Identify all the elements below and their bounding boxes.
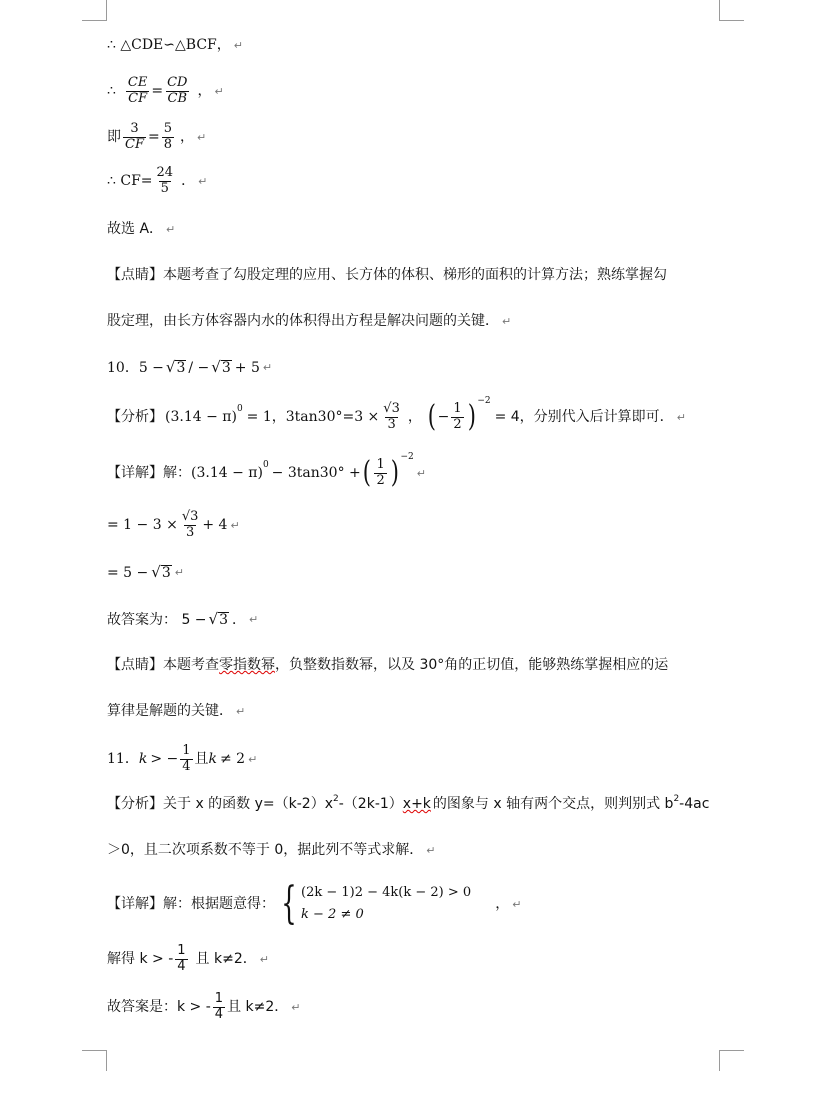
numerator: 24 <box>156 165 174 180</box>
line-cf-value <box>107 166 207 197</box>
radicand: 3 <box>176 360 186 376</box>
paragraph-mark-icon: ↵ <box>426 843 436 857</box>
text: 【点睛】本题考查了勾股定理的应用、长方体的体积、梯形的面积的计算方法；熟练掌握勾 <box>107 267 667 283</box>
fraction <box>126 76 149 107</box>
left-paren: ( <box>427 399 436 435</box>
text: -4ac <box>679 796 710 812</box>
numerator: 1 <box>182 743 191 758</box>
paragraph-mark-icon: ↵ <box>233 38 243 52</box>
radicand: 3 <box>221 360 231 376</box>
text: ＞0，且二次项系数不等于 0，据此列不等式求解． <box>107 842 424 858</box>
paragraph-mark-icon: ↵ <box>676 410 686 424</box>
numerator: 1 <box>214 991 224 1006</box>
text: 股定理，由长方体容器内水的体积得出方程是解决问题的关键． <box>107 313 499 329</box>
line-step-2 <box>107 565 184 580</box>
label: 【分析】 <box>107 409 163 426</box>
corner-mark-bottom-left <box>82 1050 107 1071</box>
denominator: CF <box>128 90 148 106</box>
text: (3.14 − π) <box>191 465 263 482</box>
text: 10．5 − <box>107 359 164 376</box>
right-paren: ) <box>390 455 399 491</box>
text: ∴ CF= <box>107 173 153 190</box>
denominator: 8 <box>163 136 172 152</box>
text: 【分析】关于 x 的函数 y=（k-2）x <box>107 796 334 812</box>
exponent: 0 <box>236 403 243 414</box>
line-answer-a <box>107 222 175 236</box>
comma: ， <box>407 409 422 426</box>
fraction <box>165 76 189 107</box>
sqrt-icon: √ <box>208 610 219 628</box>
paragraph-mark-icon: ↵ <box>512 897 522 911</box>
fraction <box>213 992 225 1023</box>
equation-system <box>301 882 471 926</box>
variable: k <box>138 751 148 768</box>
line-step-1 <box>107 510 240 541</box>
line-q10-answer <box>107 360 272 375</box>
denominator: 5 <box>160 180 169 196</box>
line-final-answer-q11 <box>107 992 301 1023</box>
minus: − <box>437 409 450 426</box>
fraction <box>381 402 402 433</box>
line-final-answer-q10 <box>107 612 258 627</box>
sqrt-icon: √ <box>211 358 221 376</box>
equals: = <box>147 129 160 146</box>
fraction <box>123 122 146 153</box>
text: = 1，3tan30°=3 × <box>246 409 380 426</box>
text: 故答案是：k > - <box>107 999 211 1016</box>
corner-mark-top-right <box>719 0 744 21</box>
numerator: √3 <box>181 509 199 524</box>
text: 故选 A． <box>107 221 164 237</box>
corner-mark-top-left <box>82 0 107 21</box>
text: + 5 <box>234 359 260 376</box>
text: 且 <box>194 751 209 768</box>
line-analysis-q11-2 <box>107 843 435 857</box>
right-paren: ) <box>467 399 476 435</box>
denominator: 4 <box>182 758 191 774</box>
fraction <box>374 458 386 489</box>
line-solution-q10 <box>107 451 426 491</box>
fraction <box>180 510 201 541</box>
sqrt-icon: √ <box>151 563 161 581</box>
exponent: 2 <box>333 793 339 804</box>
text: ，负整数指数幂，以及 30°角的正切值，能够熟练掌握相应的运 <box>275 657 669 673</box>
text: 解得 k > - <box>107 951 174 968</box>
text: 算律是解题的关键． <box>107 703 233 719</box>
text: 11． <box>107 751 139 768</box>
text: + 4 <box>202 517 228 534</box>
text: / − <box>188 359 210 376</box>
text: ≠ 2 <box>220 751 246 768</box>
sqrt-icon: √ <box>165 358 176 376</box>
paragraph-mark-icon: ↵ <box>416 466 426 480</box>
equals: = <box>151 83 164 100</box>
line-solved <box>107 944 269 975</box>
denominator: 4 <box>214 1006 224 1022</box>
line-solution-q11 <box>107 878 522 930</box>
paragraph-mark-icon: ↵ <box>230 518 240 532</box>
paragraph-mark-icon: ↵ <box>259 952 269 966</box>
fraction <box>451 402 463 433</box>
paragraph-mark-icon: ↵ <box>174 566 184 579</box>
therefore-symbol: ∴ <box>107 83 116 100</box>
numerator: √3 <box>383 401 400 416</box>
label: 【详解】解： <box>107 465 191 482</box>
denominator: 2 <box>453 416 462 432</box>
comma: ， <box>495 896 510 913</box>
text: 【点睛】本题考查 <box>107 657 219 673</box>
period: ． <box>181 173 196 190</box>
equation: (2k − 1)2 − 4k(k − 2) > 0 <box>301 885 472 900</box>
exponent: −2 <box>477 395 491 406</box>
exponent: 0 <box>262 459 269 470</box>
paragraph-mark-icon: ↵ <box>236 704 246 718</box>
text: ∴ △CDE∽△BCF， <box>107 37 231 53</box>
denominator: 2 <box>376 472 385 488</box>
paragraph-mark-icon: ↵ <box>502 314 512 328</box>
text: = 5 − <box>107 564 149 581</box>
paragraph-mark-icon: ↵ <box>248 752 258 766</box>
denominator: 3 <box>185 524 195 540</box>
paragraph-mark-icon: ↵ <box>249 613 259 626</box>
corner-mark-bottom-right <box>719 1050 744 1071</box>
left-paren: ( <box>362 455 371 491</box>
variable: k <box>208 751 217 768</box>
equation: k − 2 ≠ 0 <box>301 907 364 923</box>
paragraph-mark-icon: ↵ <box>198 174 208 188</box>
text: − 3tan30° + <box>271 465 361 482</box>
line-comment-q10-1 <box>107 658 668 672</box>
paragraph-mark-icon: ↵ <box>214 84 224 98</box>
denominator: 4 <box>177 958 186 974</box>
period: ． <box>232 611 247 628</box>
text: 即 <box>107 129 121 146</box>
line-comment-q10-2 <box>107 704 245 718</box>
numerator: 1 <box>453 401 462 416</box>
fraction <box>175 944 187 975</box>
paragraph-mark-icon: ↵ <box>166 222 176 236</box>
denominator: 3 <box>387 416 396 432</box>
text: (3.14 − π) <box>165 409 237 426</box>
numerator: 1 <box>376 457 385 472</box>
comma: ， <box>197 83 212 100</box>
spellcheck-underlined-text: 零指数幂 <box>219 657 275 673</box>
comma: ， <box>179 129 194 146</box>
line-similar-triangles <box>107 38 243 52</box>
text: 故答案为： 5 − <box>107 611 207 628</box>
line-ratio-values <box>107 122 206 153</box>
denominator: CB <box>167 90 188 106</box>
line-ratio-ce-cf <box>107 76 224 107</box>
denominator: CF <box>125 136 144 152</box>
paragraph-mark-icon: ↵ <box>196 130 207 144</box>
fraction <box>155 166 176 197</box>
paragraph-mark-icon: ↵ <box>291 1000 301 1014</box>
text: 的图象与 x 轴有两个交点，则判别式 b <box>432 796 674 812</box>
label: 【详解】解：根据题意得： <box>107 896 275 913</box>
line-comment-1 <box>107 268 667 282</box>
spellcheck-underlined-text: x+k <box>402 796 431 812</box>
text: > − <box>150 751 179 768</box>
radicand: 3 <box>219 612 229 628</box>
paragraph-mark-icon: ↵ <box>262 361 273 374</box>
fraction <box>162 122 174 153</box>
fraction <box>180 744 192 775</box>
left-brace: { <box>281 878 297 930</box>
text: -（2k-1） <box>338 796 403 812</box>
text: = 4，分别代入后计算即可． <box>494 409 674 426</box>
radicand: 3 <box>161 565 171 581</box>
numerator: 1 <box>177 943 186 958</box>
numerator: CE <box>127 75 148 90</box>
numerator: CD <box>167 75 188 90</box>
exponent: 2 <box>673 793 680 804</box>
numerator: 5 <box>163 121 172 136</box>
text: 且 k≠2． <box>227 999 289 1016</box>
line-analysis-q10 <box>107 395 686 435</box>
text: = 1 − 3 × <box>107 517 178 534</box>
line-comment-2 <box>107 314 511 328</box>
numerator: 3 <box>130 121 139 136</box>
line-analysis-q11-1 <box>107 793 710 812</box>
line-q11-answer <box>107 744 257 775</box>
text: 且 k≠2． <box>195 951 257 968</box>
exponent: −2 <box>400 451 414 462</box>
